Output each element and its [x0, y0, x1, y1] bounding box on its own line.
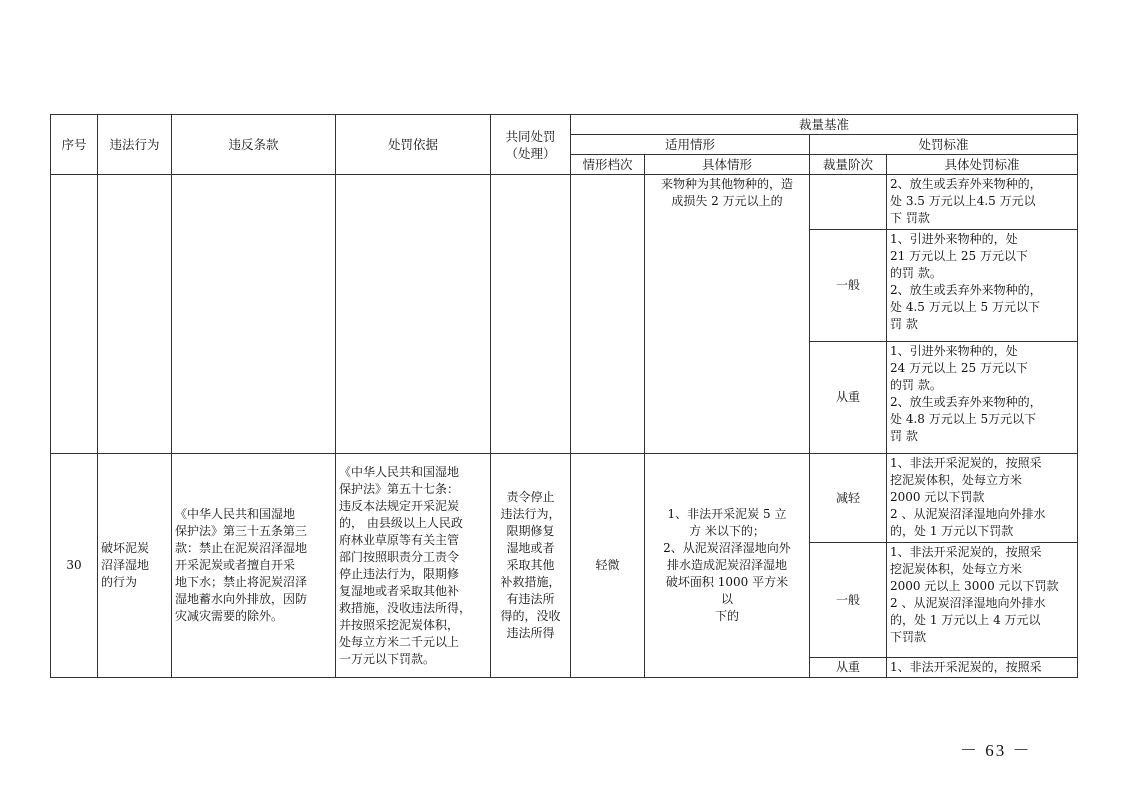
- header-discretion: 裁量基准: [571, 115, 1078, 135]
- cell-stage: 从重: [810, 342, 887, 454]
- cell-violation-empty: [98, 175, 172, 454]
- cell-clause: 《中华人民共和国湿地 保护法》第三十五条第三 款：禁止在泥炭沼泽湿地 开采泥炭或者擅自开采 地下水；禁止将泥炭沼泽 湿地蓄水向外排放，因防 灾减灾需要的除外。: [172, 454, 336, 678]
- cell-standard: 1、非法开采泥炭的，按照采 挖泥炭体积，处每立方米 2000 元以下罚款 2 、从泥炭沼泽湿地向外排水 的，处 1 万元以下罚款: [887, 454, 1078, 543]
- penalty-table-sheet: [50, 114, 1078, 678]
- cell-seq-empty: [51, 175, 98, 454]
- header-joint-penalty: 共同处罚 （处理）: [491, 115, 571, 175]
- cell-basis: 《中华人民共和国湿地 保护法》第五十七条： 违反本法规定开采泥炭 的， 由县级以上人民政 府林业草原等有关主管 部门按照职责分工责令 停止违法行为，限期修 复湿地或者采取其他补 救措施，没收违法所得， 并按照采挖泥炭体积， 处每立方米二千元以上 一万元以下罚款。: [336, 454, 491, 678]
- cell-stage: 一般: [810, 543, 887, 658]
- cell-joint-empty: [491, 175, 571, 454]
- cell-level: 轻微: [571, 454, 645, 678]
- cell-stage: 减轻: [810, 454, 887, 543]
- header-clause: 违反条款: [172, 115, 336, 175]
- cell-standard: 1、非法开采泥炭的，按照采: [887, 658, 1078, 678]
- cell-standard: 2、放生或丢弃外来物种的， 处 3.5 万元以上4.5 万元以 下 罚款: [887, 175, 1078, 230]
- cell-joint-penalty: 责令停止 违法行为， 限期修复 湿地或者 采取其他 补救措施， 有违法所 得的，没收 违法所得: [491, 454, 571, 678]
- header-situation: 具体情形: [645, 155, 810, 175]
- cell-situation: 来物种为其他物种的，造 成损失 2 万元以上的: [645, 175, 810, 454]
- header-stage: 裁量阶次: [810, 155, 887, 175]
- cell-standard: 1、引进外来物种的，处 21 万元以上 25 万元以下 的罚 款。 2、放生或丢弃外来物种的， 处 4.5 万元以上 5 万元以下 罚 款: [887, 230, 1078, 342]
- cell-stage: 一般: [810, 230, 887, 342]
- header-basis: 处罚依据: [336, 115, 491, 175]
- cell-stage: 从重: [810, 658, 887, 678]
- cell-clause-empty: [172, 175, 336, 454]
- cell-standard: 1、非法开采泥炭的，按照采 挖泥炭体积，处每立方米 2000 元以上 3000 元以下罚款 2 、从泥炭沼泽湿地向外排水 的，处 1 万元以上 4 万元以 下罚款: [887, 543, 1078, 658]
- header-standard: 处罚标准: [810, 135, 1078, 155]
- cell-level-empty: [571, 175, 645, 454]
- table-row: [51, 454, 1078, 543]
- cell-stage-empty: [810, 175, 887, 230]
- cell-seq: 30: [51, 454, 98, 678]
- header-level: 情形档次: [571, 155, 645, 175]
- header-specific-standard: 具体处罚标准: [887, 155, 1078, 175]
- page-number: － 63 －: [960, 741, 1032, 760]
- cell-standard: 1、引进外来物种的，处 24 万元以上 25 万元以下 的罚 款。 2、放生或丢弃外来物种的， 处 4.8 万元以上 5万元以下 罚 款: [887, 342, 1078, 454]
- table-row: [51, 175, 1078, 230]
- cell-basis-empty: [336, 175, 491, 454]
- discretion-table: [50, 114, 1078, 678]
- cell-violation: 破坏泥炭 沼泽湿地 的行为: [98, 454, 172, 678]
- header-applicable: 适用情形: [571, 135, 810, 155]
- header-violation: 违法行为: [98, 115, 172, 175]
- cell-situation: 1、非法开采泥炭 5 立 方 米以下的； 2、从泥炭沼泽湿地向外 排水造成泥炭沼泽湿地 破坏面积 1000 平方米 以 下的: [645, 454, 810, 678]
- header-seq: 序号: [51, 115, 98, 175]
